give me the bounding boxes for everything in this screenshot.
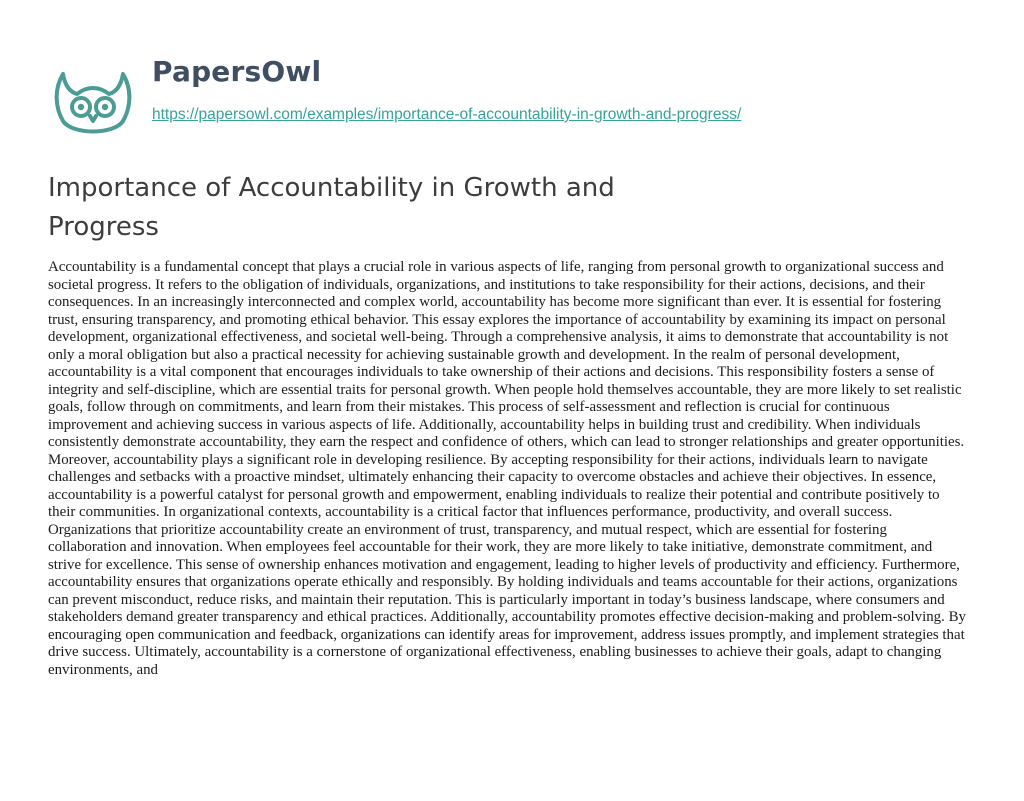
source-url-link[interactable]: https://papersowl.com/examples/importance-of-accountability-in-growth-and-progress/ (152, 106, 742, 123)
site-header (50, 45, 980, 145)
essay-title: Importance of Accountability in Growth and Progress (48, 173, 615, 242)
essay-body: Accountability is a fundamental concept that plays a crucial role in various aspects of life, ranging from personal growth to organizational success and societal progress. It refers to the obligation of individuals, organizations, and institutions to take responsibility for their actions, decisions, and their consequences. In an increasingly interconnected and complex world, accountability has become more significant than ever. It is essential for fostering trust, ensuring transparency, and promoting ethical behavior. This essay explores the importance of accountability by examining its impact on personal development, organizational effectiveness, and societal well-being. Through a comprehensive analysis, it aims to demonstrate that accountability is not only a moral obligation but also a practical necessity for achieving sustainable growth and development. In the realm of personal development, accountability is a vital component that encourages individuals to take ownership of their actions and decisions. This responsibility fosters a sense of integrity and self-discipline, which are essential traits for personal growth. When people hold themselves accountable, they are more likely to set realistic goals, follow through on commitments, and learn from their mistakes. This process of self-assessment and reflection is crucial for continuous improvement and achieving success in various aspects of life. Additionally, accountability helps in building trust and credibility. When individuals consistently demonstrate accountability, they earn the respect and confidence of others, which can lead to stronger relationships and greater opportunities. Moreover, accountability plays a significant role in developing resilience. By accepting responsibility for their actions, individuals learn to navigate challenges and setbacks with a proactive mindset, ultimately enhancing their capacity to overcome obstacles and achieve their objectives. In essence, accountability is a powerful catalyst for personal growth and empowerment, enabling individuals to realize their potential and contribute positively to their communities. In organizational contexts, accountability is a critical factor that influences performance, productivity, and overall success. Organizations that prioritize accountability create an environment of trust, transparency, and mutual respect, which are essential for fostering collaboration and innovation. When employees feel accountable for their work, they are more likely to take initiative, demonstrate commitment, and strive for excellence. This sense of ownership enhances motivation and engagement, leading to higher levels of productivity and efficiency. Furthermore, accountability ensures that organizations operate ethically and responsibly. By holding individuals and teams accountable for their actions, organizations can prevent misconduct, reduce risks, and maintain their reputation. This is particularly important in today’s business landscape, where consumers and stakeholders demand greater transparency and ethical practices. Additionally, accountability promotes effective decision-making and problem-solving. By encouraging open communication and feedback, organizations can identify areas for improvement, address issues promptly, and implement strategies that drive success. Ultimately, accountability is a cornerstone of organizational effectiveness, enabling businesses to achieve their goals, adapt to changing environments, and (48, 259, 966, 678)
brand-name[interactable]: PapersOwl (152, 55, 322, 88)
owl-logo-icon (50, 55, 136, 141)
